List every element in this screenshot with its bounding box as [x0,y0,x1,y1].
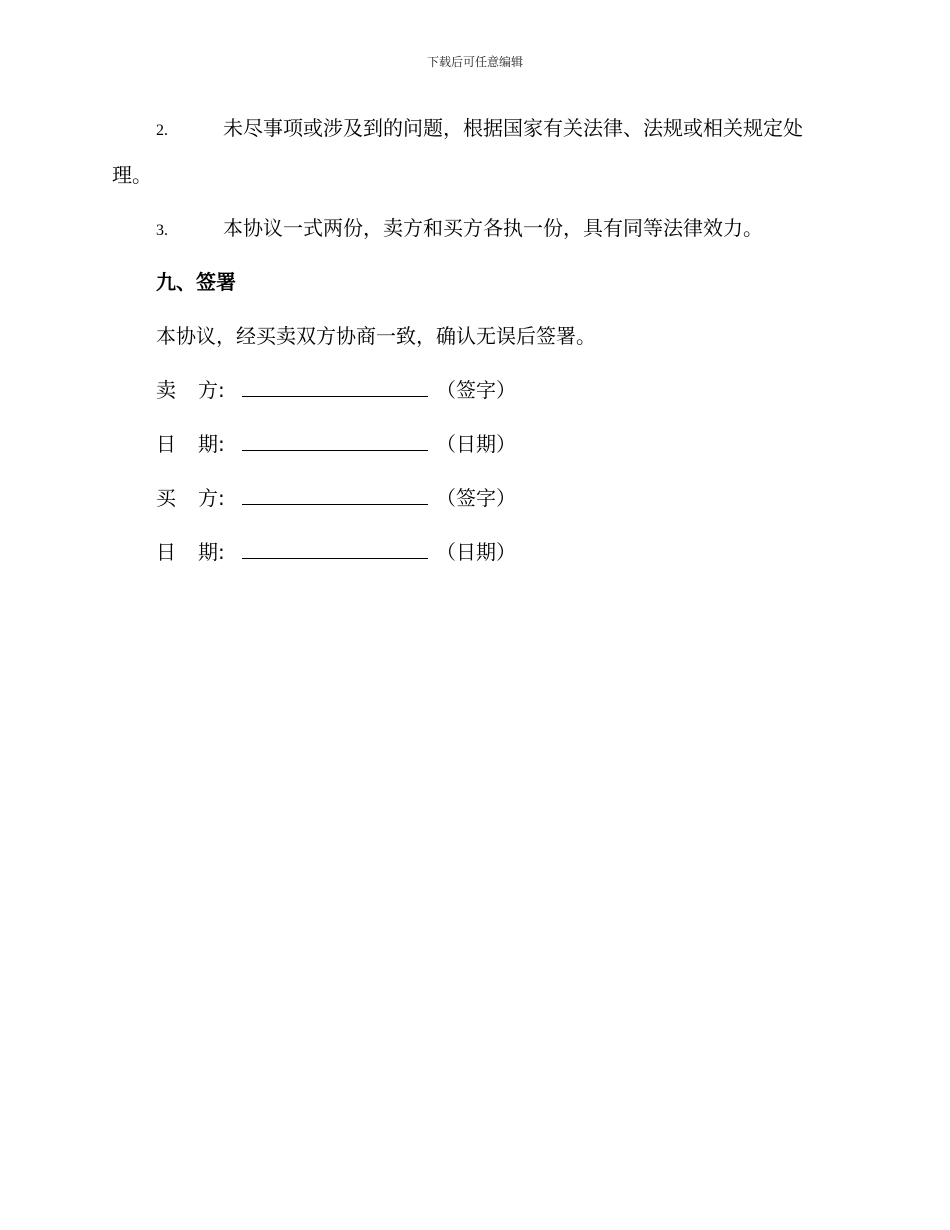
date-note: （日期） [436,432,516,456]
label-colon: : [218,378,225,402]
page-header: 下载后可任意编辑 [426,55,523,69]
clause-2 [112,106,842,198]
signature-blank[interactable] [242,482,428,505]
clause-text: 未尽事项或涉及到的问题，根据国家有关法律、法规或相关规定处理。 [112,116,803,187]
signature-note: （签字） [436,378,516,402]
clause-text: 本协议一式两份，卖方和买方各执一份，具有同等法律效力。 [223,216,763,240]
clause-3 [112,206,842,253]
signature-label: 日 期 [156,540,218,564]
buyer-signature-line [156,482,516,514]
signature-label: 卖 方 [156,378,218,402]
label-colon: : [218,486,225,510]
date-note: （日期） [436,540,516,564]
seller-signature-line [156,374,516,406]
clause-number: 2. [156,122,168,139]
clause-number: 3. [156,222,168,239]
date-blank[interactable] [242,536,428,559]
section-intro: 本协议，经买卖双方协商一致，确认无误后签署。 [156,324,596,348]
section-heading: 九、签署 [156,270,236,294]
label-colon: : [218,540,225,564]
seller-date-line [156,428,516,460]
signature-label: 买 方 [156,486,218,510]
signature-blank[interactable] [242,374,428,397]
label-colon: : [218,432,225,456]
signature-note: （签字） [436,486,516,510]
date-blank[interactable] [242,428,428,451]
signature-label: 日 期 [156,432,218,456]
buyer-date-line [156,536,516,568]
